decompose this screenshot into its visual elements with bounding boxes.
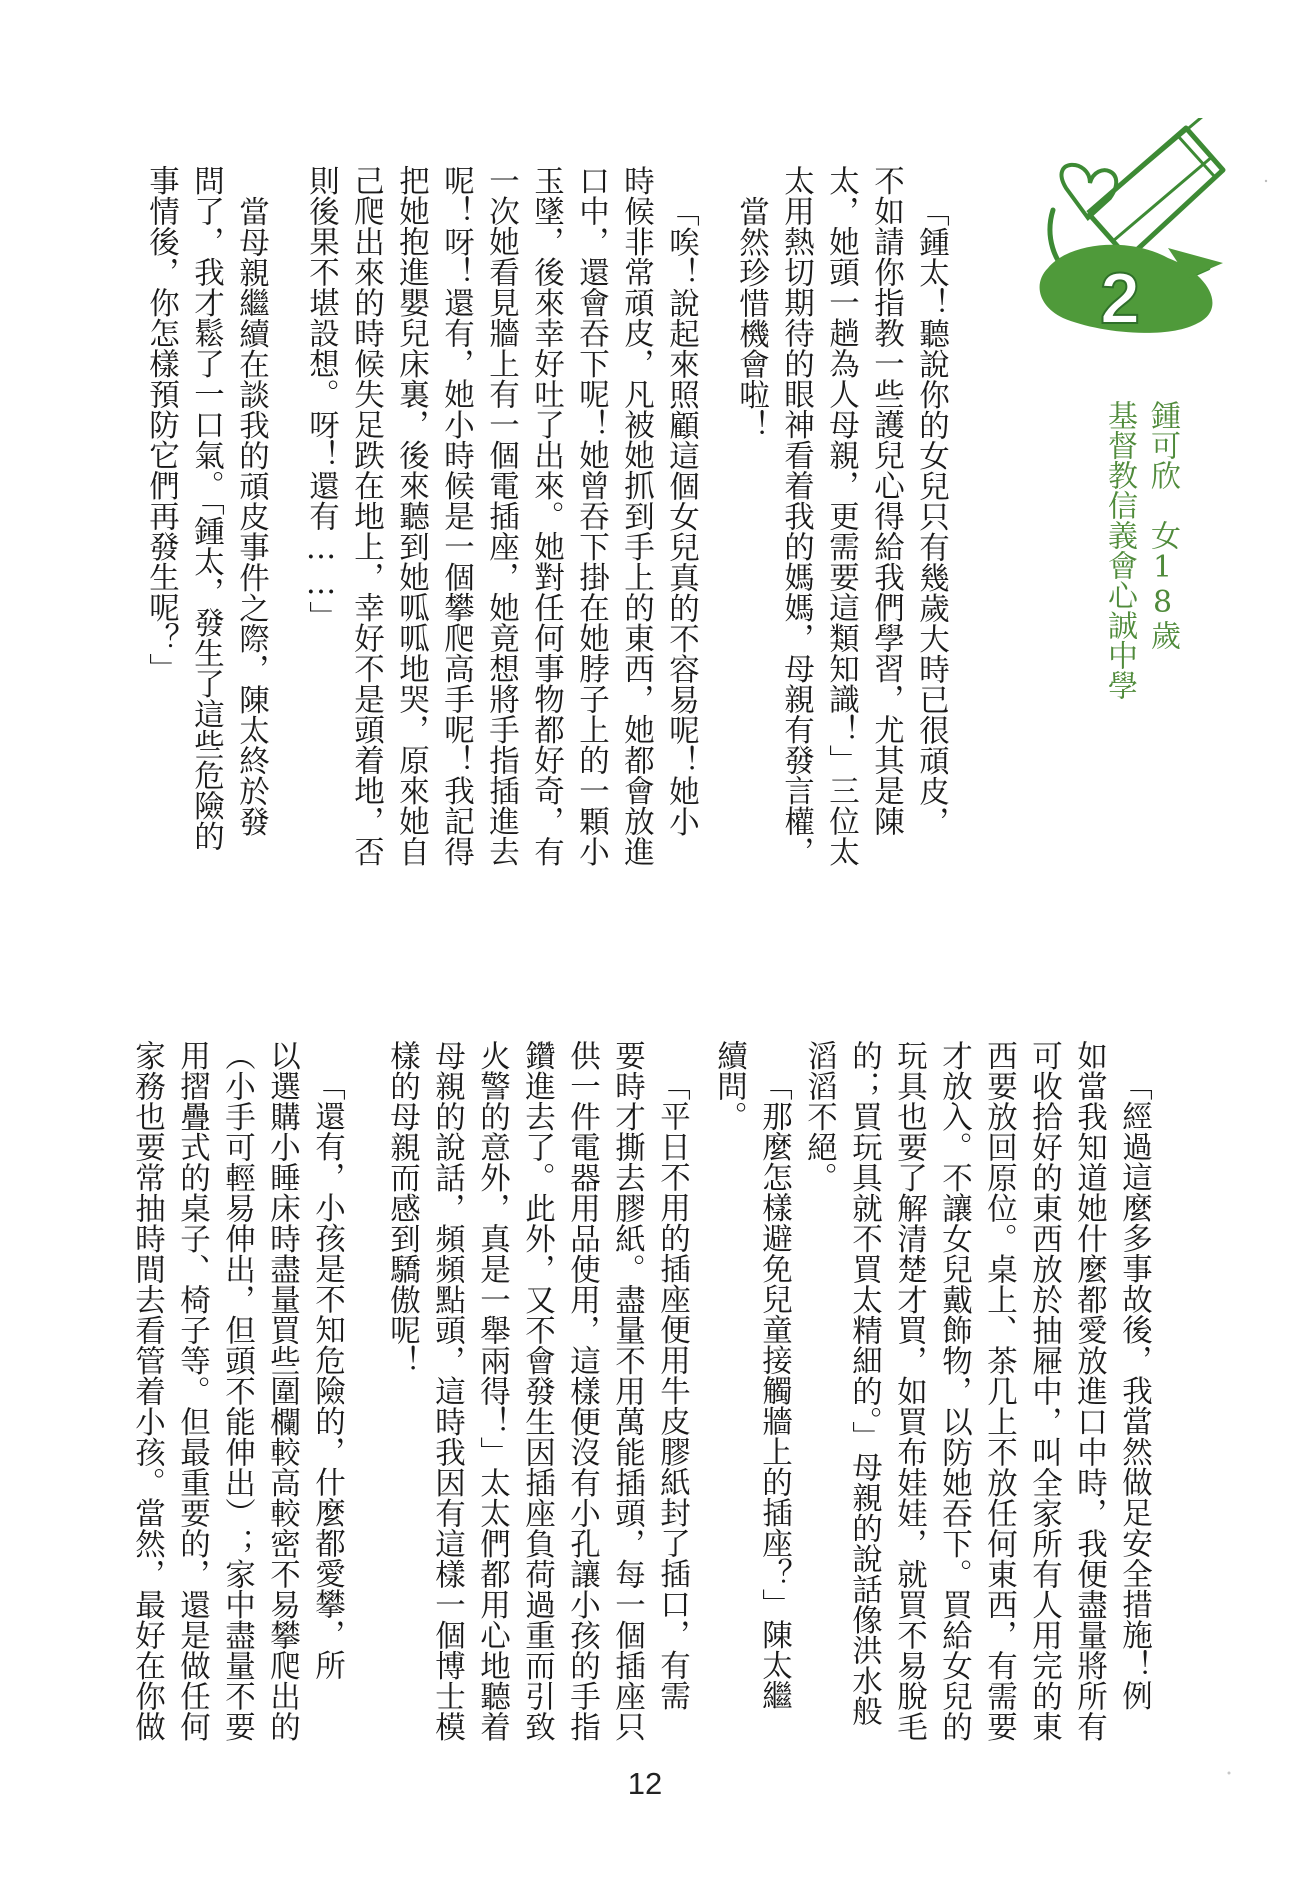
text-column: （小手可輕易伸出，但頭不能伸出）；家中盡量不要 xyxy=(219,1040,255,1742)
text-column: 西要放回原位。桌上、茶几上不放任何東西，有需要 xyxy=(981,1040,1017,1742)
text-column: 太，她頭一趟為人母親，更需要這類知識！」三位太 xyxy=(823,165,859,867)
text-column: 供一件電器用品使用，這樣便沒有小孔讓小孩的手指 xyxy=(564,1040,600,1742)
text-column: 玉墜，後來幸好吐了出來。她對任何事物都好奇，有 xyxy=(528,165,564,867)
text-column: 「唉！說起來照顧這個女兒真的不容易呢！她小 xyxy=(663,196,699,837)
text-column: 一次她看見牆上有一個電插座，她竟想將手指插進去 xyxy=(483,165,519,867)
text-column: 鑽進去了。此外，又不會發生因插座負荷過重而引致 xyxy=(519,1040,555,1742)
text-column: 時候非常頑皮，凡被她抓到手上的東西，她都會放進 xyxy=(618,165,654,867)
text-column: 的；買玩具就不買太精細的。」母親的說話像洪水般 xyxy=(846,1040,882,1727)
text-column: 呢！呀！還有，她小時候是一個攀爬高手呢！我記得 xyxy=(438,165,474,867)
text-column: 續問。 xyxy=(711,1040,747,1132)
text-column: 火警的意外，真是一舉兩得！」太太們都用心地聽着 xyxy=(474,1040,510,1742)
text-column: 「平日不用的插座便用牛皮膠紙封了插口，有需 xyxy=(654,1070,690,1711)
text-column: 事情後，你怎樣預防它們再發生呢？」 xyxy=(143,165,179,684)
text-column: 玩具也要了解清楚才買，如買布娃娃，就買不易脫毛 xyxy=(891,1040,927,1742)
text-column: 當然珍惜機會啦！ xyxy=(733,196,769,440)
text-column: 母親的說話，頻頻點頭，這時我因有這樣一個博士模 xyxy=(429,1040,465,1742)
text-column: 「鍾太！聽說你的女兒只有幾歲大時已很頑皮， xyxy=(913,196,949,837)
text-column: 「經過這麼多事故後，我當然做足安全措施！例 xyxy=(1116,1070,1152,1711)
text-column: 用摺疊式的桌子、椅子等。但最重要的，還是做任何 xyxy=(174,1040,210,1742)
text-column: 「那麼怎樣避免兒童接觸牆上的插座？」陳太繼 xyxy=(756,1070,792,1711)
text-column: 則後果不堪設想。呀！還有……」 xyxy=(303,165,339,632)
text-column: 要時才撕去膠紙。盡量不用萬能插頭，每一個插座只 xyxy=(609,1040,645,1742)
scan-speck xyxy=(1226,1770,1234,1776)
author-school: 基督教信義會心誠中學 xyxy=(1102,400,1137,700)
emblem-number: 2 xyxy=(1099,259,1141,339)
text-column: 己爬出來的時候失足跌在地上，幸好不是頭着地，否 xyxy=(348,165,384,867)
text-column: 「還有，小孩是不知危險的，什麼都愛攀，所 xyxy=(309,1070,345,1680)
text-column: 樣的母親而感到驕傲呢！ xyxy=(384,1040,420,1376)
pencil-number-emblem xyxy=(1018,118,1238,358)
text-column: 口中，還會吞下呢！她曾吞下掛在她脖子上的一顆小 xyxy=(573,165,609,867)
author-name: 鍾可欣 女18歲 xyxy=(1145,400,1180,650)
text-column: 當母親繼續在談我的頑皮事件之際，陳太終於發 xyxy=(233,196,269,837)
text-column: 家務也要常抽時間去看管着小孩。當然，最好在你做 xyxy=(129,1040,165,1742)
text-column: 問了，我才鬆了一口氣。「鍾太，發生了這些危險的 xyxy=(188,165,224,852)
text-column: 可收拾好的東西放於抽屜中，叫全家所有人用完的東 xyxy=(1026,1040,1062,1742)
scan-speck xyxy=(1263,178,1271,184)
text-column: 太用熱切期待的眼神看着我的媽媽，母親有發言權， xyxy=(778,165,814,867)
text-column: 不如請你指教一些護兒心得給我們學習，尤其是陳 xyxy=(868,165,904,836)
text-column: 滔滔不絕。 xyxy=(801,1040,837,1193)
text-column: 把她抱進嬰兒床裏，後來聽到她呱呱地哭，原來她自 xyxy=(393,165,429,867)
page-number: 12 xyxy=(627,1766,663,1801)
text-column: 如當我知道她什麼都愛放進口中時，我便盡量將所有 xyxy=(1071,1040,1107,1742)
text-column: 才放入。不讓女兒戴飾物，以防她吞下。買給女兒的 xyxy=(936,1040,972,1742)
text-column: 以選購小睡床時盡量買些圍欄較高較密不易攀爬出的 xyxy=(264,1040,300,1742)
